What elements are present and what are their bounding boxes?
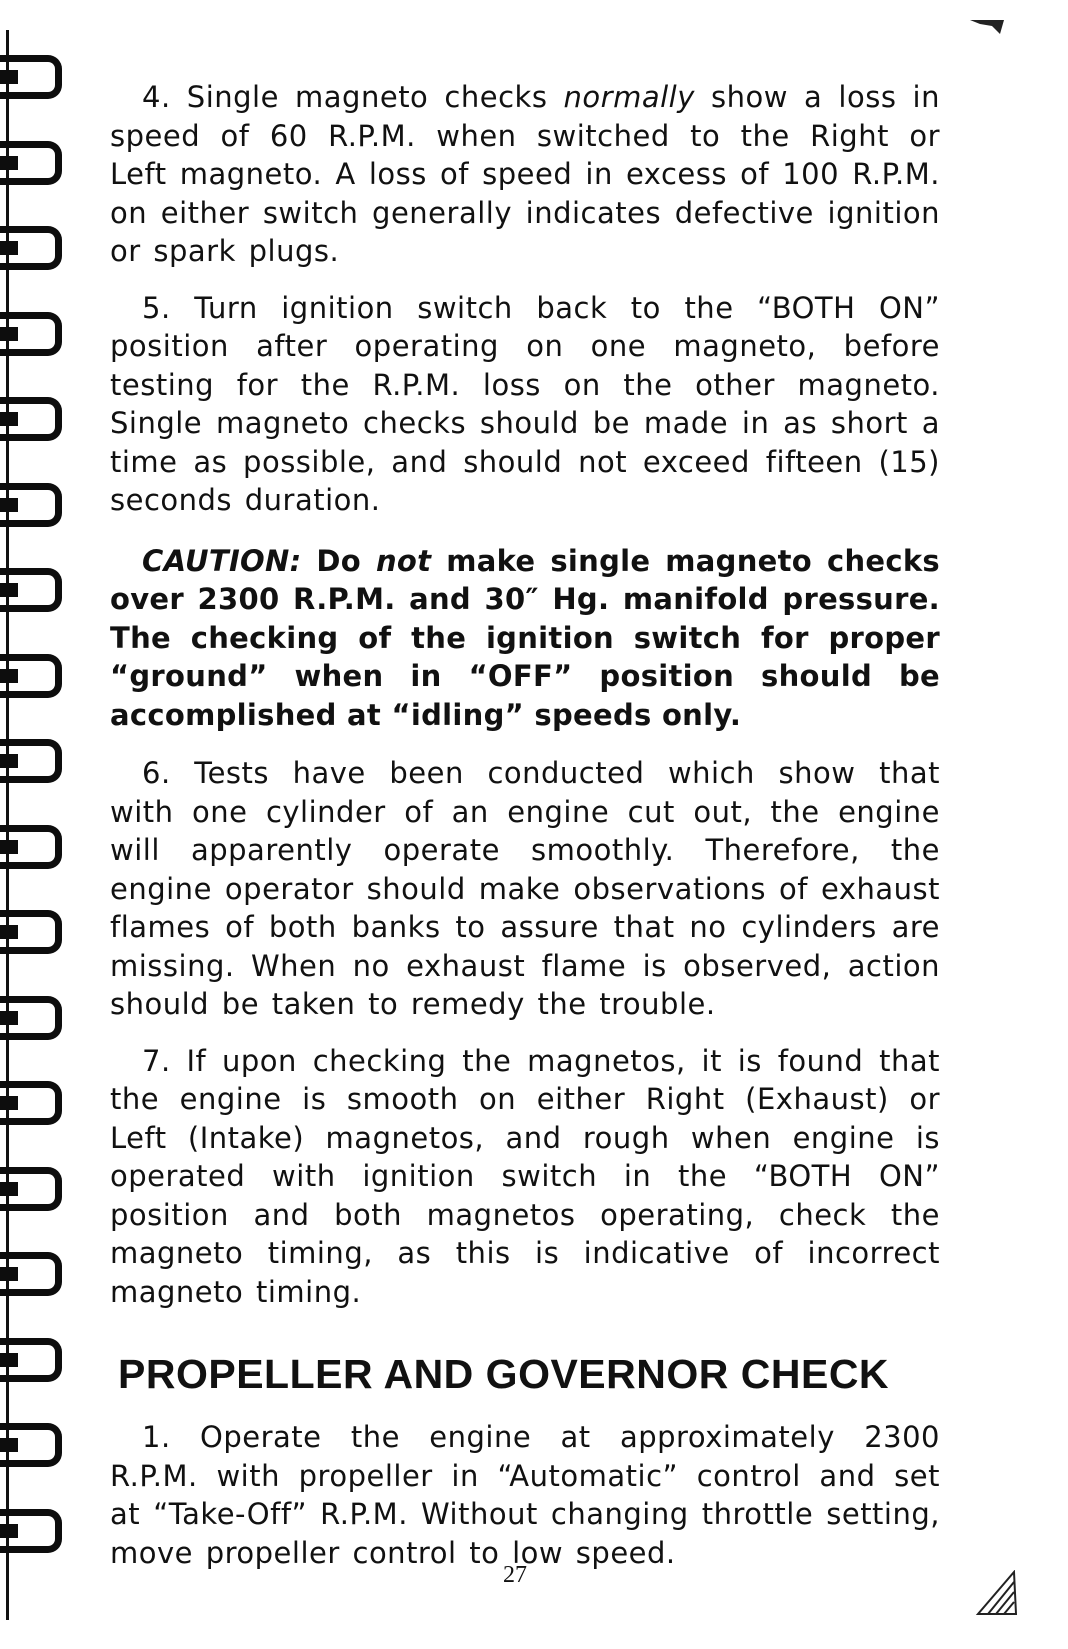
paragraph-text: show a loss in speed of 60 R.P.M. when switched to the Right or Left magneto. A loss of speed in excess of 100 R.P.M. on either switch generally indicates defective ignition or spark plugs.	[110, 80, 940, 268]
binding-ring	[0, 1338, 62, 1382]
binding-ring	[0, 141, 62, 185]
emphasis-text: normally	[563, 80, 695, 114]
binding-ring	[0, 996, 62, 1040]
binding-ring	[0, 226, 62, 270]
binding-ring	[0, 1252, 62, 1296]
section-heading: PROPELLER AND GOVERNOR CHECK	[118, 1351, 890, 1397]
paragraph-number: 5.	[142, 290, 171, 325]
binding-ring	[0, 1167, 62, 1211]
caution-label: CAUTION:	[142, 543, 302, 578]
paragraph-number: 7.	[142, 1043, 171, 1078]
binding-ring	[0, 397, 62, 441]
caution-note	[110, 542, 940, 735]
binding-ring	[0, 568, 62, 612]
binding-ring	[0, 1509, 62, 1553]
paragraph-number: 1.	[142, 1420, 171, 1454]
page-content	[110, 78, 940, 1590]
binding-ring	[0, 55, 62, 99]
paragraph-6	[110, 754, 940, 1024]
binding-ring	[0, 483, 62, 527]
paragraph-text: If upon checking the magnetos, it is found that the engine is smooth on either Right (Exhaust) or Left (Intake) magnetos, and rough when engine is operated with ignition switch in the “BOTH ON” position and both magnetos operating, check the magneto timing, as this is indicative of incorrect magneto timing.	[110, 1043, 940, 1309]
caution-text: Do	[316, 543, 362, 578]
binding-ring	[0, 312, 62, 356]
caution-emphasis: not	[375, 543, 432, 578]
paragraph-number: 4.	[142, 80, 171, 114]
page-number: 27	[503, 1562, 527, 1588]
paragraph-text: Turn ignition switch back to the “BOTH ON” position after operating on one magneto, before testing for the R.P.M. loss on the other magneto. Single magneto checks should be made in as short a time as possible, and should not exceed fifteen (15) seconds duration.	[110, 290, 941, 517]
spiral-binding	[0, 0, 80, 1649]
binding-ring	[0, 739, 62, 783]
paragraph-text: Operate the engine at approximately 2300 R.P.M. with propeller in “Automatic” control and set at “Take-Off” R.P.M. Without changing throttle setting, move propeller control to low speed.	[110, 1420, 941, 1570]
page-curl-icon	[974, 1570, 1018, 1616]
binding-ring	[0, 1423, 62, 1467]
paragraph-number: 6.	[142, 756, 171, 790]
caution-text: make single magneto checks over 2300 R.P.M. and 30″ Hg. manifold pressure. The checking of the ignition switch for proper “ground” when in “OFF” position should be accomplished at “idling” speeds only.	[110, 543, 940, 732]
binding-ring	[0, 825, 62, 869]
paragraph-text: Tests have been conducted which show that with one cylinder of an engine cut out, the engine will apparently operate smoothly. Therefore, the engine operator should make observations of exhaust flames of both banks to assure that no cylinders are missing. When no exhaust flame is observed, action should be taken to remedy the trouble.	[110, 756, 940, 1021]
paragraph-4	[110, 78, 940, 271]
paragraph-text: Single magneto checks	[186, 80, 548, 114]
binding-ring	[0, 1081, 62, 1125]
binding-ring	[0, 910, 62, 954]
paragraph-5	[110, 289, 940, 520]
paragraph-7	[110, 1042, 940, 1312]
corner-mark-icon	[970, 18, 1004, 34]
section-paragraph-1	[110, 1418, 940, 1572]
binding-ring	[0, 654, 62, 698]
